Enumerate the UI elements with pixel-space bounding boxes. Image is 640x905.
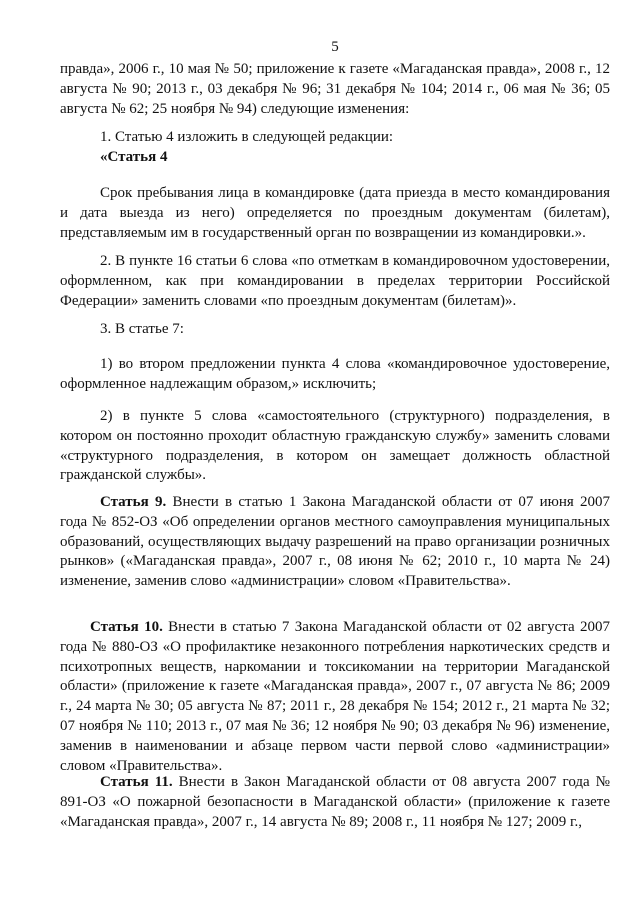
- article-11-paragraph: [60, 773, 610, 832]
- article-10-heading: Статья 10.: [90, 619, 163, 635]
- article-9-paragraph: [60, 493, 610, 592]
- item-2-paragraph: 2. В пункте 16 статьи 6 слова «по отметкам в командировочном удостоверении, оформленном, как при командировании в пределах территории Российской Федерации» заменить словами «по проездным документам (билетам)».: [60, 253, 610, 309]
- article-10-text: Внести в статью 7 Закона Магаданской области от 02 августа 2007 года № 880-ОЗ «О профилактике незаконного потребления наркотических средств и психотропных веществ, наркомании и токсикомании на территории Магаданской области» (приложение к газете «Магаданская правда», 2007 г., 07 августа № 86; 2009 г., 24 марта № 30; 05 августа № 87; 2011 г., 28 декабря № 154; 2012 г., 21 марта № 32; 07 ноября № 110; 2013 г., 07 мая № 36; 12 ноября № 90; 03 декабря № 96) изменение, заменив в наименовании и абзаце первом части первой слово «администрации» словом «Правительства».: [60, 619, 610, 774]
- article-11-heading: Статья 11.: [100, 774, 173, 790]
- article-4-text: Срок пребывания лица в командировке (дата приезда в место командирования и дата выезда из него) определяется по проездным документам (билетам), представляемым им в государственный орган по возвращении из командировки.».: [60, 185, 610, 241]
- page-number: 5: [331, 39, 339, 55]
- paragraph-continuation: правда», 2006 г., 10 мая № 50; приложение к газете «Магаданская правда», 2008 г., 12 августа № 90; 2013 г., 03 декабря № 96; 31 декабря № 104; 2014 г., 06 мая № 36; 05 августа № 62; 25 ноября № 94) следующие изменения:: [60, 61, 610, 117]
- article-11-text: Внести в Закон Магаданской области от 08 августа 2007 года № 891-ОЗ «О пожарной безопасности в Магаданской области» (приложение к газете «Магаданская правда», 2007 г., 14 августа № 89; 2008 г., 11 ноября № 127; 2009 г.,: [60, 774, 610, 830]
- article-4-title: «Статья 4: [100, 149, 168, 165]
- subitem-2-paragraph: 2) в пункте 5 слова «самостоятельного (структурного) подразделения, в котором он постоянно проходит областную гражданскую службу» заменить словами «структурного подразделения, в котором он замещает должность областной гражданской службы».: [60, 408, 610, 484]
- article-9-heading: Статья 9.: [100, 494, 167, 510]
- item-3-heading: 3. В статье 7:: [100, 321, 184, 337]
- article-10-paragraph: [60, 618, 610, 776]
- item-1-heading: 1. Статью 4 изложить в следующей редакции:: [100, 129, 394, 145]
- subitem-1-paragraph: 1) во втором предложении пункта 4 слова «командировочное удостоверение, оформленное надлежащим образом,» исключить;: [60, 356, 610, 392]
- document-page: [60, 0, 610, 905]
- article-9-text: Внести в статью 1 Закона Магаданской области от 07 июня 2007 года № 852-ОЗ «Об определении органов местного самоуправления муниципальных образований, осуществляющих выдачу разрешений на право организации розничных рынков» («Магаданская правда», 2007 г., 08 июня № 62; 2010 г., 10 марта № 24) изменение, заменив слово «администрации» словом «Правительства».: [60, 494, 610, 590]
